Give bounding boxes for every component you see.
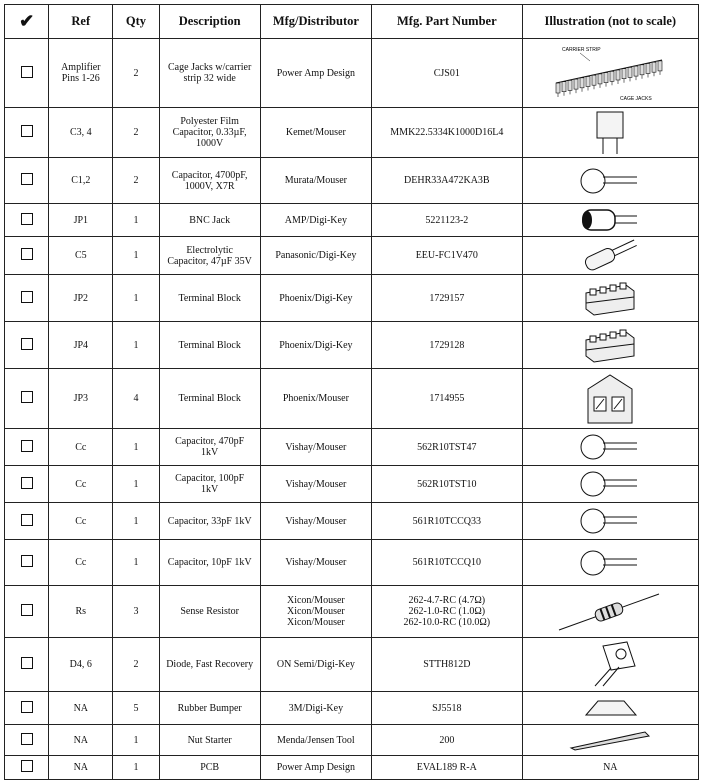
part-cell: 561R10TCCQ10 xyxy=(372,540,523,586)
mfg-cell: Vishay/Mouser xyxy=(260,466,371,503)
qty-cell: 2 xyxy=(113,638,159,692)
qty-cell: 1 xyxy=(113,503,159,540)
part-cell: 561R10TCCQ33 xyxy=(372,503,523,540)
checkbox-cell xyxy=(5,322,49,369)
checkbox[interactable] xyxy=(21,291,33,303)
header-row xyxy=(5,5,699,39)
disc-capacitor-icon xyxy=(525,466,696,502)
checkbox-cell xyxy=(5,725,49,756)
illustration-cell xyxy=(522,429,698,466)
part-cell: 1714955 xyxy=(372,369,523,429)
checkbox[interactable] xyxy=(21,514,33,526)
mfg-cell: AMP/Digi-Key xyxy=(260,204,371,237)
illustration-cell xyxy=(522,322,698,369)
bom-table xyxy=(4,4,699,780)
description-cell: BNC Jack xyxy=(159,204,260,237)
part-cell: SJ5518 xyxy=(372,692,523,725)
table-row xyxy=(5,429,699,466)
ref-cell: D4, 6 xyxy=(49,638,113,692)
svg-text:CARRIER STRIP: CARRIER STRIP xyxy=(562,47,601,53)
checkbox[interactable] xyxy=(21,391,33,403)
table-row xyxy=(5,322,699,369)
table-row xyxy=(5,586,699,638)
checkbox-cell xyxy=(5,503,49,540)
illustration-cell xyxy=(522,204,698,237)
description-cell: Diode, Fast Recovery xyxy=(159,638,260,692)
description-cell: Capacitor, 100pF 1kV xyxy=(159,466,260,503)
checkbox[interactable] xyxy=(21,555,33,567)
mfg-cell: Menda/Jensen Tool xyxy=(260,725,371,756)
qty-cell: 1 xyxy=(113,756,159,780)
checkbox[interactable] xyxy=(21,604,33,616)
illustration-cell xyxy=(522,108,698,158)
table-row xyxy=(5,725,699,756)
illustration-cell: NA xyxy=(522,756,698,780)
bom-body xyxy=(5,39,699,780)
checkbox[interactable] xyxy=(21,338,33,350)
ref-cell: Cc xyxy=(49,466,113,503)
illustration-cell xyxy=(522,369,698,429)
mfg-cell: 3M/Digi-Key xyxy=(260,692,371,725)
part-header: Mfg. Part Number xyxy=(372,5,523,39)
checkbox-cell xyxy=(5,692,49,725)
qty-cell: 2 xyxy=(113,108,159,158)
ref-cell: Amplifier Pins 1-26 xyxy=(49,39,113,108)
checkbox[interactable] xyxy=(21,173,33,185)
description-cell: Terminal Block xyxy=(159,369,260,429)
description-cell: Sense Resistor xyxy=(159,586,260,638)
nut-starter-icon xyxy=(525,728,696,752)
resistor-icon xyxy=(525,590,696,634)
checkbox-cell xyxy=(5,586,49,638)
checkbox[interactable] xyxy=(21,657,33,669)
qty-cell: 1 xyxy=(113,322,159,369)
table-row xyxy=(5,204,699,237)
checkbox-cell xyxy=(5,638,49,692)
illustration-cell xyxy=(522,503,698,540)
qty-cell: 3 xyxy=(113,586,159,638)
description-cell: Terminal Block xyxy=(159,275,260,322)
description-header: Description xyxy=(159,5,260,39)
table-row xyxy=(5,369,699,429)
illustration-cell xyxy=(522,586,698,638)
mfg-cell: Kemet/Mouser xyxy=(260,108,371,158)
mfg-cell: Vishay/Mouser xyxy=(260,503,371,540)
qty-header: Qty xyxy=(113,5,159,39)
mfg-cell-line: Xicon/Mouser xyxy=(286,606,345,617)
description-cell: Nut Starter xyxy=(159,725,260,756)
description-cell: Terminal Block xyxy=(159,322,260,369)
check-header: ✔ xyxy=(5,5,49,39)
description-cell: Capacitor, 33pF 1kV xyxy=(159,503,260,540)
checkbox[interactable] xyxy=(21,477,33,489)
to220-diode-icon xyxy=(525,640,696,690)
description-cell: Polyester Film Capacitor, 0.33µF, 1000V xyxy=(159,108,260,158)
part-cell: 562R10TST10 xyxy=(372,466,523,503)
terminal-block-icon xyxy=(525,279,696,317)
film-capacitor-icon xyxy=(525,110,696,156)
part-cell-line: 262-1.0-RC (1.0Ω) xyxy=(408,606,486,617)
qty-cell: 5 xyxy=(113,692,159,725)
checkbox-cell xyxy=(5,369,49,429)
mfg-cell: Murata/Mouser xyxy=(260,158,371,204)
table-row xyxy=(5,108,699,158)
illustration-cell xyxy=(522,540,698,586)
mfg-cell xyxy=(260,586,371,638)
disc-capacitor-icon xyxy=(525,545,696,581)
ref-cell: NA xyxy=(49,692,113,725)
table-row xyxy=(5,692,699,725)
table-row xyxy=(5,540,699,586)
part-cell xyxy=(372,586,523,638)
qty-cell: 1 xyxy=(113,725,159,756)
checkbox[interactable] xyxy=(21,701,33,713)
rubber-bumper-icon xyxy=(525,695,696,721)
mfg-cell: Vishay/Mouser xyxy=(260,429,371,466)
description-cell: Rubber Bumper xyxy=(159,692,260,725)
checkbox-cell xyxy=(5,237,49,275)
part-cell: STTH812D xyxy=(372,638,523,692)
disc-capacitor-icon xyxy=(525,429,696,465)
mfg-cell: Phoenix/Digi-Key xyxy=(260,275,371,322)
checkbox-cell xyxy=(5,429,49,466)
checkbox-cell xyxy=(5,204,49,237)
checkbox[interactable] xyxy=(21,760,33,772)
mfg-cell-line: Xicon/Mouser xyxy=(286,595,345,606)
qty-cell: 1 xyxy=(113,540,159,586)
description-cell: Capacitor, 10pF 1kV xyxy=(159,540,260,586)
mfg-cell: Vishay/Mouser xyxy=(260,540,371,586)
mfg-cell: Phoenix/Mouser xyxy=(260,369,371,429)
qty-cell: 2 xyxy=(113,39,159,108)
mfg-cell: Panasonic/Digi-Key xyxy=(260,237,371,275)
description-cell: Capacitor, 4700pF, 1000V, X7R xyxy=(159,158,260,204)
table-row xyxy=(5,158,699,204)
part-cell: EEU-FC1V470 xyxy=(372,237,523,275)
part-cell-line: 262-10.0-RC (10.0Ω) xyxy=(403,617,491,628)
qty-cell: 2 xyxy=(113,158,159,204)
table-row xyxy=(5,39,699,108)
checkbox[interactable] xyxy=(21,440,33,452)
ref-cell: JP4 xyxy=(49,322,113,369)
illustration-cell xyxy=(522,237,698,275)
checkbox[interactable] xyxy=(21,66,33,78)
table-row xyxy=(5,756,699,780)
checkbox-cell xyxy=(5,466,49,503)
large-terminal-block-icon xyxy=(525,371,696,427)
part-cell: DEHR33A472KA3B xyxy=(372,158,523,204)
ref-cell: Rs xyxy=(49,586,113,638)
checkbox-cell xyxy=(5,540,49,586)
table-row xyxy=(5,237,699,275)
ref-cell: C3, 4 xyxy=(49,108,113,158)
illustration-cell xyxy=(522,725,698,756)
ref-cell: Cc xyxy=(49,540,113,586)
part-cell: MMK22.5334K1000D16L4 xyxy=(372,108,523,158)
table-row xyxy=(5,638,699,692)
illustration-cell xyxy=(522,466,698,503)
ref-cell: C1,2 xyxy=(49,158,113,204)
svg-text:CAGE JACKS: CAGE JACKS xyxy=(620,96,652,102)
ref-cell: Cc xyxy=(49,503,113,540)
ref-cell: NA xyxy=(49,756,113,780)
disc-capacitor-icon xyxy=(525,163,696,199)
ref-cell: JP1 xyxy=(49,204,113,237)
part-cell: CJS01 xyxy=(372,39,523,108)
checkbox[interactable] xyxy=(21,213,33,225)
description-cell: Cage Jacks w/carrier strip 32 wide xyxy=(159,39,260,108)
ref-cell: Cc xyxy=(49,429,113,466)
mfg-cell: ON Semi/Digi-Key xyxy=(260,638,371,692)
part-cell: 5221123-2 xyxy=(372,204,523,237)
illustration-cell xyxy=(522,638,698,692)
checkbox-cell xyxy=(5,39,49,108)
ref-header: Ref xyxy=(49,5,113,39)
mfg-header: Mfg/Distributor xyxy=(260,5,371,39)
ref-cell: JP3 xyxy=(49,369,113,429)
mfg-cell-line: Xicon/Mouser xyxy=(286,617,345,628)
ref-cell: C5 xyxy=(49,237,113,275)
description-cell: Electrolytic Capacitor, 47µF 35V xyxy=(159,237,260,275)
mfg-cell: Power Amp Design xyxy=(260,756,371,780)
qty-cell: 4 xyxy=(113,369,159,429)
ref-cell: JP2 xyxy=(49,275,113,322)
illustration-cell xyxy=(522,275,698,322)
checkbox[interactable] xyxy=(21,733,33,745)
disc-capacitor-icon xyxy=(525,503,696,539)
part-cell-line: 262-4.7-RC (4.7Ω) xyxy=(408,595,486,606)
mfg-cell: Power Amp Design xyxy=(260,39,371,108)
illustration-header: Illustration (not to scale) xyxy=(522,5,698,39)
table-row xyxy=(5,503,699,540)
illustration-cell xyxy=(522,692,698,725)
part-cell: 562R10TST47 xyxy=(372,429,523,466)
description-cell: Capacitor, 470pF 1kV xyxy=(159,429,260,466)
bnc-jack-icon xyxy=(525,206,696,234)
qty-cell: 1 xyxy=(113,237,159,275)
checkbox[interactable] xyxy=(21,125,33,137)
table-row xyxy=(5,466,699,503)
checkbox-cell xyxy=(5,756,49,780)
illustration-cell xyxy=(522,39,698,108)
terminal-block-icon xyxy=(525,326,696,364)
illustration-cell xyxy=(522,158,698,204)
part-cell: EVAL189 R-A xyxy=(372,756,523,780)
qty-cell: 1 xyxy=(113,429,159,466)
part-cell: 1729128 xyxy=(372,322,523,369)
ref-cell: NA xyxy=(49,725,113,756)
qty-cell: 1 xyxy=(113,466,159,503)
cage-jack-strip-icon xyxy=(525,43,696,103)
part-cell: 200 xyxy=(372,725,523,756)
mfg-cell: Phoenix/Digi-Key xyxy=(260,322,371,369)
checkbox[interactable] xyxy=(21,248,33,260)
part-cell: 1729157 xyxy=(372,275,523,322)
checkbox-cell xyxy=(5,108,49,158)
checkbox-cell xyxy=(5,275,49,322)
description-cell: PCB xyxy=(159,756,260,780)
electrolytic-capacitor-icon xyxy=(525,238,696,274)
checkbox-cell xyxy=(5,158,49,204)
qty-cell: 1 xyxy=(113,204,159,237)
qty-cell: 1 xyxy=(113,275,159,322)
table-row xyxy=(5,275,699,322)
